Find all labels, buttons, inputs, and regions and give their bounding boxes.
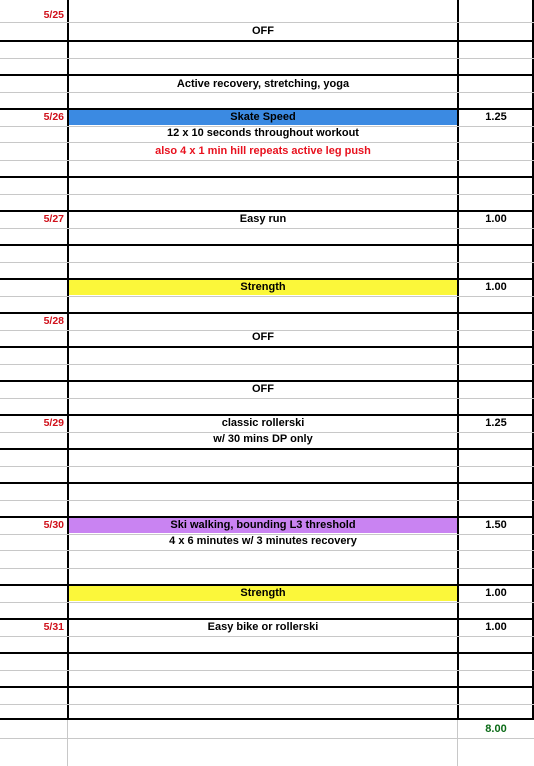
- row-line: [0, 602, 534, 603]
- strength-cell: Strength: [240, 281, 286, 293]
- row-line: [0, 58, 534, 59]
- row-line: [0, 670, 534, 671]
- workout-cell: OFF: [252, 331, 274, 343]
- workout-cell: OFF: [252, 383, 274, 395]
- workout-detail: 12 x 10 seconds throughout workout: [167, 127, 359, 139]
- row-line: [0, 718, 534, 720]
- row-line: [0, 500, 534, 501]
- column-divider: [457, 718, 458, 766]
- row-line: [0, 176, 534, 178]
- date-cell: 5/25: [43, 9, 64, 21]
- row-line: [0, 228, 534, 229]
- date-cell: 5/31: [43, 621, 64, 633]
- workout-title: Ski walking, bounding L3 threshold: [170, 519, 356, 531]
- row-line: [0, 466, 534, 467]
- hours-cell: 1.00: [485, 281, 507, 293]
- row-line: [0, 652, 534, 654]
- row-line: [0, 686, 534, 688]
- hours-cell: 1.25: [485, 111, 507, 123]
- hours-cell: 1.00: [485, 621, 507, 633]
- row-line: [0, 738, 534, 739]
- row-line: [0, 568, 534, 569]
- row-line: [0, 398, 534, 399]
- row-line: [0, 312, 534, 314]
- row-line: [0, 448, 534, 450]
- row-line: [0, 22, 534, 23]
- strength-cell: Strength: [240, 587, 286, 599]
- date-cell: 5/28: [43, 315, 64, 327]
- workout-note: also 4 x 1 min hill repeats active leg push: [155, 145, 371, 157]
- workout-cell: Easy bike or rollerski: [207, 621, 319, 633]
- row-line: [0, 262, 534, 263]
- workout-cell: OFF: [252, 25, 274, 37]
- row-line: [0, 364, 534, 365]
- row-line: [0, 74, 534, 76]
- row-line: [0, 142, 534, 143]
- workout-detail: 4 x 6 minutes w/ 3 minutes recovery: [169, 535, 357, 547]
- workout-cell: w/ 30 mins DP only: [213, 433, 313, 445]
- date-cell: 5/26: [43, 111, 64, 123]
- hours-cell: 1.00: [485, 587, 507, 599]
- row-line: [0, 346, 534, 348]
- row-line: [0, 160, 534, 161]
- column-divider: [67, 718, 68, 766]
- row-line: [0, 92, 534, 93]
- workout-title: Skate Speed: [230, 111, 296, 123]
- workout-cell: Easy run: [239, 213, 287, 225]
- hours-cell: 1.50: [485, 519, 507, 531]
- date-cell: 5/30: [43, 519, 64, 531]
- row-line: [0, 40, 534, 42]
- total-hours: 8.00: [485, 723, 507, 735]
- hours-cell: 1.25: [485, 417, 507, 429]
- row-line: [0, 296, 534, 297]
- hours-cell: 1.00: [485, 213, 507, 225]
- row-line: [0, 194, 534, 195]
- row-line: [0, 244, 534, 246]
- date-cell: 5/29: [43, 417, 64, 429]
- date-cell: 5/27: [43, 213, 64, 225]
- workout-cell: Active recovery, stretching, yoga: [176, 78, 350, 90]
- row-line: [0, 482, 534, 484]
- workout-cell: classic rollerski: [221, 417, 305, 429]
- row-line: [0, 550, 534, 551]
- row-line: [0, 704, 534, 705]
- row-line: [0, 636, 534, 637]
